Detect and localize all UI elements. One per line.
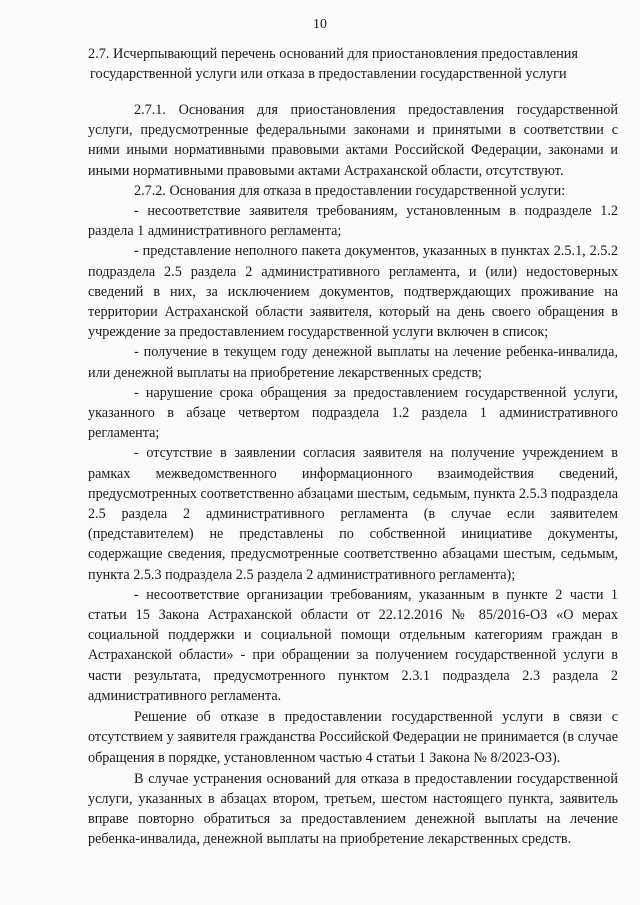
paragraph-2-7-1: 2.7.1. Основания для приостановления предоставления государственной услуги, предусмотренные федеральными законами и принятыми в соответствии с ними иными нормативными правовыми актами Российской Федерации, законами и иными нормативными правовыми актами Астраханской области, отсутствуют. <box>88 102 618 179</box>
document-body <box>88 100 618 850</box>
section-heading-line-2: государственной услуги или отказа в предоставлении государственной услуги <box>90 66 567 82</box>
refusal-ground-no-consent: - отсутствие в заявлении согласия заявителя на получение учреждением в рамках межведомственного информационного взаимодействия сведений, предусмотренных соответственно абзацами шестым, седьмым, пункта 2.5.3 подраздела 2.5 раздела 2 административного регламента (в случае если заявителем (представителем) не представлены по собственной инициативе документы, содержащие сведения, предусмотренные соответственно абзацами шестым, седьмым, пункта 2.5.3 подраздела 2.5 раздела 2 административного регламента); <box>88 445 618 583</box>
refusal-ground-requirements: - несоответствие заявителя требованиям, установленным в подразделе 1.2 раздела 1 административного регламента; <box>88 203 618 240</box>
refusal-ground-deadline: - нарушение срока обращения за предоставлением государственной услуги, указанного в абзаце четвертом подраздела 1.2 раздела 1 административного регламента; <box>88 384 618 442</box>
section-heading <box>88 44 620 84</box>
refusal-ground-incomplete-documents: - представление неполного пакета документов, указанных в пунктах 2.5.1, 2.5.2 подраздела 2.5 раздела 2 административного регламента, и (или) недостоверных сведений в них, за исключением документов, подтверждающих проживание на территории Астраханской области заявителя, который на день своего обращения в учреждение за предоставлением государственной услуги включен в список; <box>88 243 618 341</box>
page-number: 10 <box>313 17 327 32</box>
paragraph-2-7-2: 2.7.2. Основания для отказа в предоставлении государственной услуги: <box>134 182 566 199</box>
citizenship-paragraph: Решение об отказе в предоставлении государственной услуги в связи с отсутствием у заявителя гражданства Российской Федерации не принимается (в случае обращения в порядке, установленном частью 4 статьи 1 Закона № 8/2023-ОЗ). <box>88 709 618 766</box>
reapplication-paragraph: В случае устранения оснований для отказа в предоставлении государственной услуги, указанных в абзацах втором, третьем, шестом настоящего пункта, заявитель вправе повторно обратиться за предоставлением денежной выплаты на лечение ребенка-инвалида, денежной выплаты на приобретение лекарственных средств. <box>88 770 618 848</box>
refusal-ground-payment-received: - получение в текущем году денежной выплаты на лечение ребенка-инвалида, или денежной выплаты на приобретение лекарственных средств; <box>88 344 618 381</box>
refusal-ground-organization: - несоответствие организации требованиям, указанным в пункте 2 части 1 статьи 15 Закона Астраханской области от 22.12.2016 № 85/2016-ОЗ «О мерах социальной поддержки и социальной помощи отдельным категориям граждан в Астраханской области» - при обращении за получением государственной услуги в части результата, предусмотренного пунктом 2.3.1 подраздела 2.3 раздела 2 административного регламента. <box>88 586 618 704</box>
section-heading-line-1: 2.7. Исчерпывающий перечень оснований для приостановления предоставления <box>88 46 579 62</box>
